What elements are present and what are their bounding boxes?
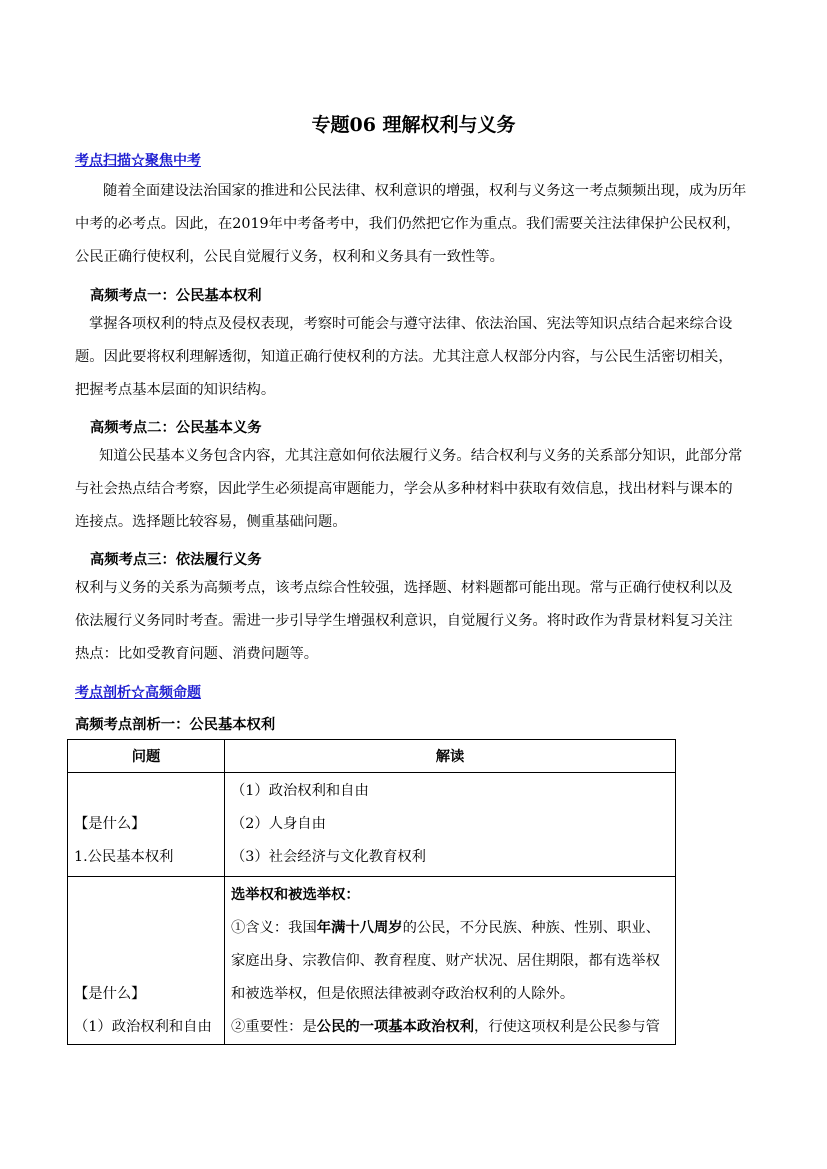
point2-line: 与社会热点结合考察，因此学生必须提高审题能力，学会从多种材料中获取有效信息，找出材料与课本的 (75, 481, 733, 497)
answer-text: 的公民，不分民族、种族、性别、职业、 (402, 920, 660, 936)
answer-line: （1）政治权利和自由 (231, 783, 369, 799)
section-link-analysis[interactable]: 考点剖析☆高频命题 (75, 685, 201, 701)
question-line: （1）政治权利和自由 (74, 1019, 212, 1035)
answer-text: ①含义：我国 (231, 920, 317, 936)
answer-line: 和被选举权，但是依照法律被剥夺政治权利的人除外。 (231, 986, 575, 1002)
point3-heading: 高频考点三：依法履行义务 (90, 552, 262, 568)
answer-line: （2）人身自由 (231, 816, 326, 832)
header-question: 问题 (68, 740, 225, 773)
answer-line: 家庭出身、宗教信仰、教育程度、财产状况、居住期限，都有选举权 (231, 953, 660, 969)
question-cell (68, 773, 225, 877)
analysis-subheading: 高频考点剖析一：公民基本权利 (75, 717, 276, 733)
point3-line: 热点：比如受教育问题、消费问题等。 (75, 646, 319, 662)
point2-heading: 高频考点二：公民基本义务 (90, 420, 262, 436)
intro-line: 公民正确行使权利，公民自觉履行义务，权利和义务具有一致性等。 (75, 249, 504, 265)
point1-line: 掌握各项权利的特点及侵权表现，考察时可能会与遵守法律、依法治国、宪法等知识点结合起来综合设 (89, 316, 733, 332)
answer-text: ，行使这项权利是公民参与管 (474, 1019, 660, 1035)
answer-line (231, 912, 669, 945)
point3-line: 权利与义务的关系为高频考点，该考点综合性较强，选择题、材料题都可能出现。常与正确行使权利以及 (75, 580, 733, 596)
page-title: 专题06 理解权利与义务 (311, 114, 516, 136)
point3-line: 依法履行义务同时考查。需进一步引导学生增强权利意识，自觉履行义务。将时政作为背景材料复习关注 (75, 613, 733, 629)
answer-line (231, 1011, 669, 1044)
answer-cell (225, 877, 676, 1045)
answer-heading: 选举权和被选举权： (231, 887, 360, 903)
intro-line: 随着全面建设法治国家的推进和公民法律、权利意识的增强，权利与义务这一考点频频出现，成为历年 (103, 183, 747, 199)
table-row (68, 773, 676, 877)
point2-line: 知道公民基本义务包含内容，尤其注意如何依法履行义务。结合权利与义务的关系部分知识，此部分常 (99, 448, 743, 464)
answer-line: （3）社会经济与文化教育权利 (231, 849, 426, 865)
rights-table (67, 739, 676, 1045)
question-line: 1.公民基本权利 (74, 849, 174, 865)
answer-cell (225, 773, 676, 877)
intro-line: 中考的必考点。因此，在2019年中考备考中，我们仍然把它作为重点。我们需要关注法律保护公民权利， (75, 216, 741, 232)
question-cell (68, 877, 225, 1045)
point1-heading: 高频考点一：公民基本权利 (90, 288, 262, 304)
question-line: 【是什么】 (74, 986, 146, 1002)
table-header-row (68, 740, 676, 773)
answer-emphasis: 年满十八周岁 (316, 920, 403, 936)
point2-line: 连接点。选择题比较容易，侧重基础问题。 (75, 514, 347, 530)
table-row (68, 877, 676, 1045)
section-link-scan[interactable]: 考点扫描☆聚焦中考 (75, 153, 201, 169)
question-line: 【是什么】 (74, 816, 146, 832)
intro-paragraph (75, 175, 753, 274)
header-interpretation: 解读 (225, 740, 676, 773)
point1-paragraph (75, 308, 753, 407)
point3-paragraph (75, 572, 753, 671)
point1-line: 把握考点基本层面的知识结构。 (75, 382, 276, 398)
answer-text: ②重要性：是 (231, 1019, 317, 1035)
point2-paragraph (75, 440, 753, 539)
answer-emphasis: 公民的一项基本政治权利 (316, 1019, 475, 1035)
point1-line: 题。因此要将权利理解透彻，知道正确行使权利的方法。尤其注意人权部分内容，与公民生活密切相关， (75, 349, 733, 365)
